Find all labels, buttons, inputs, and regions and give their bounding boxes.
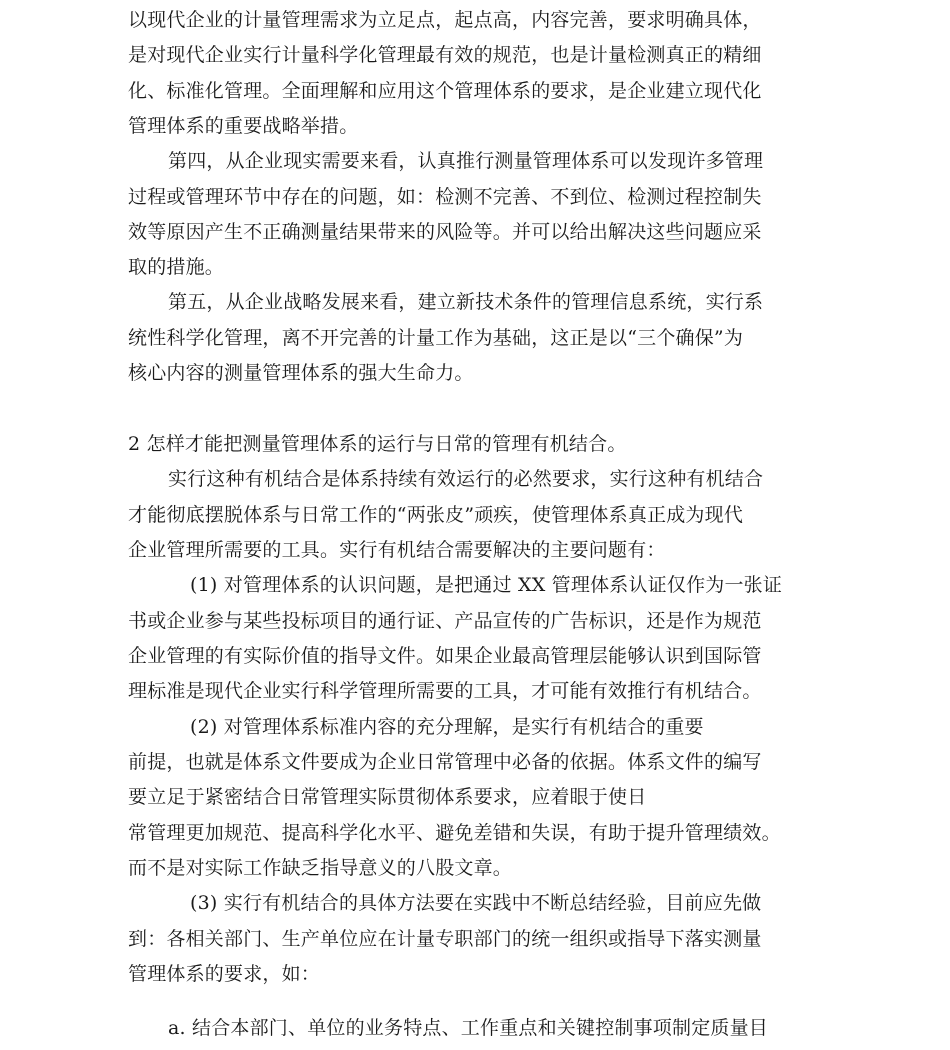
text-line: 核心内容的测量管理体系的强大生命力。 [128, 362, 474, 384]
text-line: 效等原因产生不正确测量结果带来的风险等。并可以给出解决这些问题应采 [128, 221, 762, 243]
section-heading: 2 怎样才能把测量管理体系的运行与日常的管理有机结合。 [128, 433, 627, 455]
paragraph-start-line: 第四，从企业现实需要来看，认真推行测量管理体系可以发现许多管理 [168, 150, 764, 172]
sub-item-line: a. 结合本部门、单位的业务特点、工作重点和关键控制事项制定质量目 [168, 1017, 769, 1039]
text-line: 是对现代企业实行计量科学化管理最有效的规范，也是计量检测真正的精细 [128, 44, 762, 66]
text-line: 前提，也就是体系文件要成为企业日常管理中必备的依据。体系文件的编写 [128, 751, 762, 773]
text-line: 才能彻底摆脱体系与日常工作的“两张皮”顽疾，使管理体系真正成为现代 [128, 504, 744, 526]
text-line: 取的措施。 [128, 256, 225, 278]
text-line: 而不是对实际工作缺乏指导意义的八股文章。 [128, 857, 513, 879]
text-line: 以现代企业的计量管理需求为立足点，起点高，内容完善，要求明确具体， [128, 9, 762, 31]
list-item-start-line: (2) 对管理体系标准内容的充分理解，是实行有机结合的重要 [190, 716, 704, 738]
text-line: 理标准是现代企业实行科学管理所需要的工具，才可能有效推行有机结合。 [128, 680, 762, 702]
list-item-start-line: (1) 对管理体系的认识问题，是把通过 XX 管理体系认证仅作为一张证 [190, 574, 783, 596]
text-line: 统性科学化管理，离不开完善的计量工作为基础，这正是以“三个确保”为 [128, 327, 744, 349]
text-line: 管理体系的要求，如： [128, 963, 321, 985]
text-line: 书或企业参与某些投标项目的通行证、产品宣传的广告标识，还是作为规范 [128, 610, 762, 632]
text-line: 过程或管理环节中存在的问题，如：检测不完善、不到位、检测过程控制失 [128, 186, 762, 208]
paragraph-start-line: 实行这种有机结合是体系持续有效运行的必然要求，实行这种有机结合 [168, 468, 764, 490]
text-line: 常管理更加规范、提高科学化水平、避免差错和失误，有助于提升管理绩效。 [128, 822, 781, 844]
text-line: 化、标准化管理。全面理解和应用这个管理体系的要求，是企业建立现代化 [128, 80, 762, 102]
list-item-start-line: (3) 实行有机结合的具体方法要在实践中不断总结经验，目前应先做 [190, 892, 762, 914]
text-line: 到：各相关部门、生产单位应在计量专职部门的统一组织或指导下落实测量 [128, 928, 762, 950]
text-line: 企业管理所需要的工具。实行有机结合需要解决的主要问题有： [128, 539, 666, 561]
text-line: 管理体系的重要战略举措。 [128, 115, 359, 137]
paragraph-start-line: 第五，从企业战略发展来看，建立新技术条件的管理信息系统，实行系 [168, 291, 764, 313]
text-line: 企业管理的有实际价值的指导文件。如果企业最高管理层能够认识到国际管 [128, 645, 762, 667]
text-line: 要立足于紧密结合日常管理实际贯彻体系要求，应着眼于使日 [128, 786, 647, 808]
